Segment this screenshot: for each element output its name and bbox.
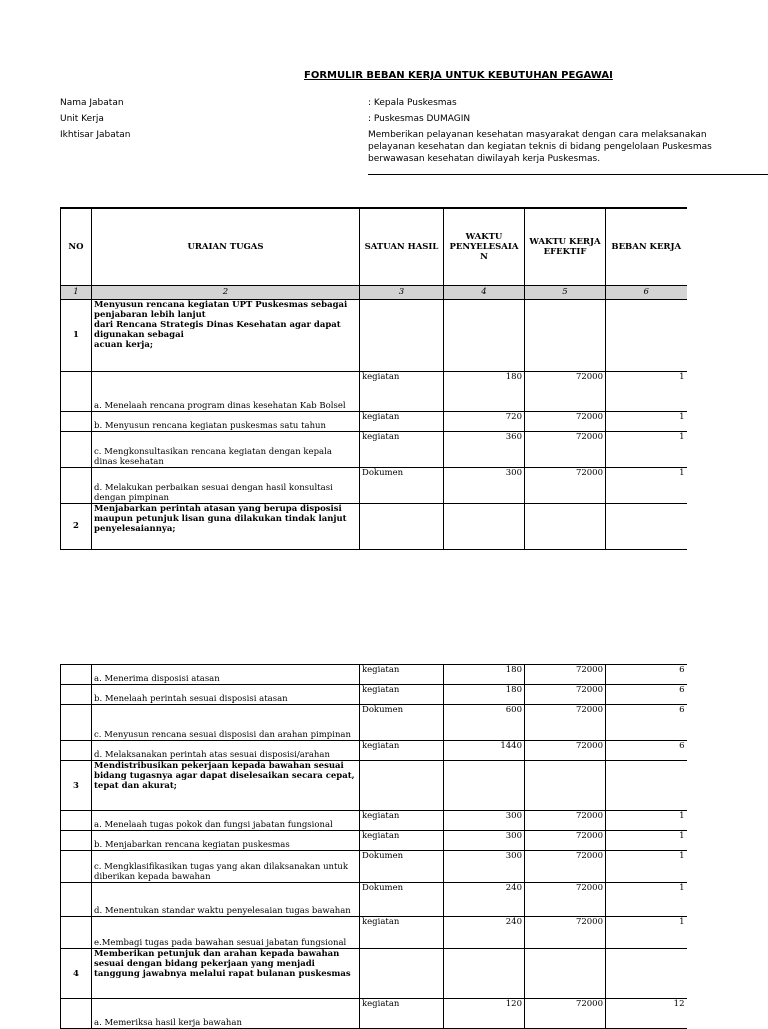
empty-cell (525, 299, 606, 371)
subtask-row (61, 741, 687, 761)
satuan-hasil: Dokumen (360, 883, 444, 917)
subtask-description: a. Memeriksa hasil kerja bawahan (92, 999, 360, 1029)
empty-cell (61, 883, 92, 917)
beban-kerja: 1 (606, 411, 687, 431)
subtask-row (61, 685, 687, 705)
satuan-hasil: kegiatan (360, 999, 444, 1029)
empty-cell (61, 411, 92, 431)
waktu-kerja-efektif: 72000 (525, 685, 606, 705)
satuan-hasil: kegiatan (360, 831, 444, 851)
empty-cell (444, 761, 525, 811)
subtask-description: a. Menelaah tugas pokok dan fungsi jabatan fungsional (92, 811, 360, 831)
header-waktu-kerja-efektif: WAKTU KERJA EFEKTIF (525, 208, 606, 285)
beban-kerja: 1 (606, 883, 687, 917)
task-description: Mendistribusikan pekerjaan kepada bawahan sesuai bidang tugasnya agar dapat diselesaikan secara cepat, tepat dan akurat; (92, 761, 360, 811)
empty-cell (444, 949, 525, 999)
waktu-kerja-efektif: 72000 (525, 831, 606, 851)
waktu-kerja-efektif: 72000 (525, 371, 606, 411)
empty-cell (61, 665, 92, 685)
waktu-penyelesaian: 720 (444, 411, 525, 431)
subtask-row (61, 883, 687, 917)
waktu-penyelesaian: 300 (444, 467, 525, 503)
subtask-description: c. Menyusun rencana sesuai disposisi dan arahan pimpinan (92, 705, 360, 741)
waktu-penyelesaian: 180 (444, 665, 525, 685)
empty-cell (444, 503, 525, 549)
satuan-hasil: kegiatan (360, 665, 444, 685)
description-line: Memberikan pelayanan kesehatan masyarakat dengan cara melaksanakan (368, 130, 707, 140)
empty-cell (525, 503, 606, 549)
subtask-row (61, 467, 687, 503)
workload-table-page-1 (60, 207, 687, 550)
waktu-kerja-efektif: 72000 (525, 431, 606, 467)
task-row (61, 761, 687, 811)
empty-cell (61, 431, 92, 467)
beban-kerja: 1 (606, 467, 687, 503)
beban-kerja: 12 (606, 999, 687, 1029)
empty-cell (606, 949, 687, 999)
subtask-row (61, 999, 687, 1029)
subtask-row (61, 811, 687, 831)
field-value-nama-jabatan: : Kepala Puskesmas (368, 98, 457, 108)
waktu-kerja-efektif: 72000 (525, 665, 606, 685)
empty-cell (360, 949, 444, 999)
empty-cell (360, 503, 444, 549)
waktu-penyelesaian: 300 (444, 811, 525, 831)
index-cell: 1 (61, 285, 92, 299)
waktu-penyelesaian: 600 (444, 705, 525, 741)
index-cell: 6 (606, 285, 687, 299)
empty-cell (360, 761, 444, 811)
subtask-row (61, 431, 687, 467)
satuan-hasil: kegiatan (360, 431, 444, 467)
subtask-row (61, 705, 687, 741)
index-cell: 2 (92, 285, 360, 299)
header-beban-kerja: BEBAN KERJA (606, 208, 687, 285)
satuan-hasil: kegiatan (360, 917, 444, 949)
empty-cell (525, 949, 606, 999)
beban-kerja: 1 (606, 431, 687, 467)
subtask-row (61, 917, 687, 949)
task-number: 4 (61, 949, 92, 999)
task-row (61, 949, 687, 999)
waktu-penyelesaian: 300 (444, 831, 525, 851)
task-number: 2 (61, 503, 92, 549)
empty-cell (61, 831, 92, 851)
workload-table-page-2 (60, 664, 687, 1029)
empty-cell (61, 917, 92, 949)
subtask-row (61, 851, 687, 883)
empty-cell (61, 371, 92, 411)
empty-cell (61, 685, 92, 705)
subtask-description: e.Membagi tugas pada bawahan sesuai jabatan fungsional (92, 917, 360, 949)
empty-cell (61, 705, 92, 741)
header-waktu-penyelesaian: WAKTU PENYELESAIA N (444, 208, 525, 285)
subtask-description: a. Menerima disposisi atasan (92, 665, 360, 685)
waktu-kerja-efektif: 72000 (525, 705, 606, 741)
task-description: Memberikan petunjuk dan arahan kepada bawahan sesuai dengan bidang pekerjaan yang menjadi tanggung jawabnya melalui rapat bulanan puskesmas (92, 949, 360, 999)
beban-kerja: 6 (606, 741, 687, 761)
subtask-description: d. Menentukan standar waktu penyelesaian tugas bawahan (92, 883, 360, 917)
satuan-hasil: kegiatan (360, 411, 444, 431)
description-line: berwawasan kesehatan diwilayah kerja Puskesmas. (368, 154, 601, 164)
waktu-penyelesaian: 360 (444, 431, 525, 467)
task-description: Menjabarkan perintah atasan yang berupa disposisi maupun petunjuk lisan guna dilakukan tindak lanjut penyelesaiannya; (92, 503, 360, 549)
description-underline (368, 174, 768, 175)
waktu-penyelesaian: 180 (444, 371, 525, 411)
subtask-description: b. Menjabarkan rencana kegiatan puskesmas (92, 831, 360, 851)
task-description: Menyusun rencana kegiatan UPT Puskesmas sebagai penjabaran lebih lanjut dari Rencana Strategis Dinas Kesehatan agar dapat digunakan sebagai acuan kerja; (92, 299, 360, 371)
header-no: NO (61, 208, 92, 285)
subtask-description: c. Mengkonsultasikan rencana kegiatan dengan kepala dinas kesehatan (92, 431, 360, 467)
waktu-kerja-efektif: 72000 (525, 411, 606, 431)
waktu-penyelesaian: 240 (444, 883, 525, 917)
waktu-penyelesaian: 240 (444, 917, 525, 949)
subtask-row (61, 831, 687, 851)
ikhtisar-description (368, 129, 768, 165)
field-label-nama-jabatan: Nama Jabatan (60, 98, 124, 108)
header-uraian-tugas: URAIAN TUGAS (92, 208, 360, 285)
index-cell: 4 (444, 285, 525, 299)
empty-cell (360, 299, 444, 371)
waktu-penyelesaian: 180 (444, 685, 525, 705)
description-line: pelayanan kesehatan dan kegiatan teknis di bidang pengelolaan Puskesmas (368, 142, 712, 152)
subtask-row (61, 371, 687, 411)
subtask-description: d. Melakukan perbaikan sesuai dengan hasil konsultasi dengan pimpinan (92, 467, 360, 503)
subtask-description: b. Menyusun rencana kegiatan puskesmas satu tahun (92, 411, 360, 431)
empty-cell (606, 503, 687, 549)
task-number: 3 (61, 761, 92, 811)
waktu-kerja-efektif: 72000 (525, 999, 606, 1029)
beban-kerja: 1 (606, 917, 687, 949)
form-title: FORMULIR BEBAN KERJA UNTUK KEBUTUHAN PEGAWAI (304, 70, 613, 81)
subtask-description: a. Menelaah rencana program dinas kesehatan Kab Bolsel (92, 371, 360, 411)
subtask-description: c. Mengklasifikasikan tugas yang akan dilaksanakan untuk diberikan kepada bawahan (92, 851, 360, 883)
satuan-hasil: Dokumen (360, 467, 444, 503)
index-cell: 5 (525, 285, 606, 299)
task-row (61, 503, 687, 549)
subtask-row (61, 411, 687, 431)
waktu-penyelesaian: 300 (444, 851, 525, 883)
waktu-kerja-efektif: 72000 (525, 811, 606, 831)
empty-cell (525, 761, 606, 811)
waktu-kerja-efektif: 72000 (525, 741, 606, 761)
waktu-penyelesaian: 1440 (444, 741, 525, 761)
field-label-unit-kerja: Unit Kerja (60, 114, 104, 124)
task-row (61, 299, 687, 371)
table-body-page-1 (61, 299, 687, 549)
subtask-description: b. Menelaah perintah sesuai disposisi atasan (92, 685, 360, 705)
field-value-unit-kerja: : Puskesmas DUMAGIN (368, 114, 471, 124)
beban-kerja: 1 (606, 371, 687, 411)
empty-cell (61, 811, 92, 831)
satuan-hasil: Dokumen (360, 705, 444, 741)
empty-cell (606, 761, 687, 811)
satuan-hasil: kegiatan (360, 685, 444, 705)
subtask-description: d. Melaksanakan perintah atas sesuai disposisi/arahan (92, 741, 360, 761)
waktu-kerja-efektif: 72000 (525, 883, 606, 917)
header-satuan-hasil: SATUAN HASIL (360, 208, 444, 285)
field-label-ikhtisar-jabatan: Ikhtisar Jabatan (60, 130, 131, 140)
beban-kerja: 1 (606, 831, 687, 851)
waktu-kerja-efektif: 72000 (525, 467, 606, 503)
waktu-penyelesaian: 120 (444, 999, 525, 1029)
beban-kerja: 1 (606, 811, 687, 831)
index-cell: 3 (360, 285, 444, 299)
beban-kerja: 6 (606, 705, 687, 741)
waktu-kerja-efektif: 72000 (525, 917, 606, 949)
table-body-page-2 (61, 665, 687, 1029)
empty-cell (61, 741, 92, 761)
satuan-hasil: kegiatan (360, 371, 444, 411)
empty-cell (61, 999, 92, 1029)
task-number: 1 (61, 299, 92, 371)
empty-cell (61, 851, 92, 883)
subtask-row (61, 665, 687, 685)
waktu-kerja-efektif: 72000 (525, 851, 606, 883)
satuan-hasil: kegiatan (360, 741, 444, 761)
satuan-hasil: Dokumen (360, 851, 444, 883)
empty-cell (61, 467, 92, 503)
beban-kerja: 1 (606, 851, 687, 883)
empty-cell (444, 299, 525, 371)
beban-kerja: 6 (606, 685, 687, 705)
beban-kerja: 6 (606, 665, 687, 685)
empty-cell (606, 299, 687, 371)
satuan-hasil: kegiatan (360, 811, 444, 831)
